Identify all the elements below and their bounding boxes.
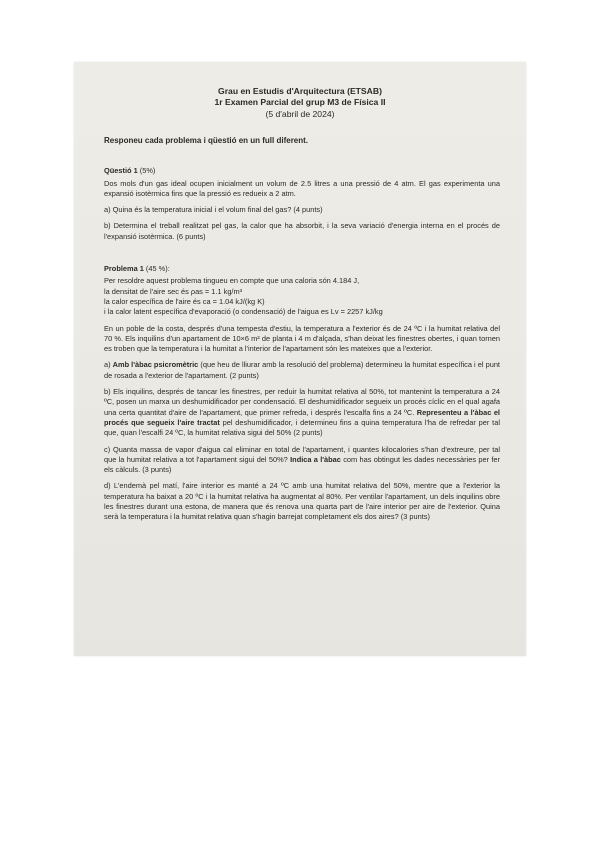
question1-title <box>104 166 500 176</box>
problem1-part-b <box>104 387 500 438</box>
part-a-rest: (que heu de lliurar amb la resolució del problema) determineu la humitat específica i el punt de rosada a l'exterior de l'apartament. (2 punts) <box>104 360 500 380</box>
problem1-label: Problema 1 <box>104 264 144 274</box>
data-line-air-density: la densitat de l'aire sec és ρas = 1.1 kg/m³ <box>104 286 243 296</box>
question1-part-b: b) Determina el treball realitzat pel gas, la calor que ha absorbit, i la seva variació d'energia interna en el procés de l'expansió isotèrmica. (6 punts) <box>104 221 500 241</box>
part-c-bold: Indica a l'àbac <box>290 454 341 464</box>
problem1-part-d: d) L'endemà pel matí, l'aire interior es manté a 24 ºC amb una humitat relativa del 50%, mentre que a l'exterior la temperatura ha baixat a 20 ºC i la humitat relativa ha augmentat al 80%. Per ventilar l'apartament, un dels inquilins obre les finestres durant una estona, de manera que és renova una quarta part de l'aire interior per aire de l'exterior. Quina serà la temperatura i la humitat relativa quan s'hagin barrejat completament els dos aires? (3 punts) <box>104 481 500 522</box>
question1-statement: Dos mols d'un gas ideal ocupen inicialment un volum de 2.5 litres a una pressió de 4 atm. El gas experimenta una expansió isotèrmica fins que la pressió es redueix a 2 atm. <box>104 178 500 198</box>
problem1-weight: (45 %): <box>145 264 170 274</box>
exam-title: 1r Examen Parcial del grup M3 de Física II <box>214 97 386 108</box>
problem1-title <box>104 264 500 274</box>
part-b-bold: Representeu a l'àbac el procés que segueix l'aire tractat <box>104 407 500 427</box>
part-c-text1: c) Quanta massa de vapor d'aigua cal eliminar en total de l'apartament, i quantes kilocalories s'han d'extreure, per tal que la humitat relativa a tot l'apartament sigui del 50%? <box>104 444 500 464</box>
exam-date: (5 d'abril de 2024) <box>265 108 335 119</box>
part-a-prefix: a) <box>104 360 113 370</box>
degree-title: Grau en Estudis d'Arquitectura (ETSAB) <box>218 86 382 96</box>
exam-sheet <box>74 62 526 656</box>
part-b-text1: b) Els inquilins, després de tancar les finestres, per reduir la humitat relativa al 50%, tot mantenint la temperatura a 24 ºC, posen un marxa un deshumidificador per condensació. El deshumidificador segueix un procés cíclic en el qual agafa una certa quantitat d'aire de l'apartament, que primer refreda, i després l'escalfa fins a 24 ºC. <box>104 387 500 417</box>
part-a-bold: Amb l'àbac psicromètric <box>112 360 199 370</box>
part-c-text2: com has obtingut les dades necessàries per fer els càlculs. (3 punts) <box>104 454 501 475</box>
question1-weight: (5%) <box>139 166 156 176</box>
data-line-latent-heat: i la calor latent específica d'evaporació (o condensació) de l'aigua es Lv = 2257 kJ/kg <box>104 307 383 317</box>
problem1-data <box>104 276 500 317</box>
exam-header <box>74 86 526 120</box>
question1-part-a: a) Quina és la temperatura inicial i el volum final del gas? (4 punts) <box>104 205 323 215</box>
data-line-specific-heat: la calor específica de l'aire és ca = 1.04 kJ/(kg K) <box>104 296 265 306</box>
problem1-part-a <box>104 360 500 381</box>
question1-label: Qüestió 1 <box>104 166 138 176</box>
part-b-text2: pel deshumidificador, i determineu fins a quina temperatura l'ha de refredar per tal que, quan l'escalfi 24 ºC, la humitat relativa sigui del 50% (2 punts) <box>104 417 500 438</box>
problem1-statement: En un poble de la costa, després d'una tempesta d'estiu, la temperatura a l'exterior és de 24 ºC i la humitat relativa del 70 %. Els inquilins d'un apartament de 10×6 m² de planta i 4 m d'alçada, s'han deixat les finestres obertes, i quan tornen es troben que la temperatura i la humitat a l'interior de l'apartament són les mateixes que a l'exterior. <box>104 323 500 354</box>
exam-content <box>104 136 500 529</box>
data-line-calorie: Per resoldre aquest problema tingueu en compte que una caloria són 4.184 J, <box>104 276 360 286</box>
problem1-part-c <box>104 445 500 476</box>
instructions: Responeu cada problema i qüestió en un full diferent. <box>104 136 309 145</box>
